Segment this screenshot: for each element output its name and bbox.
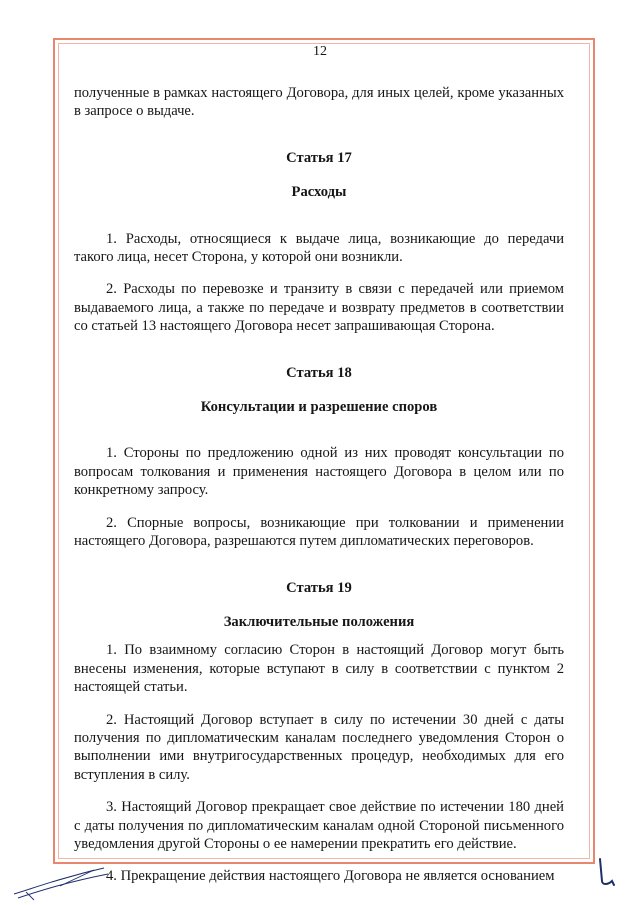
article-18-paragraph-1: 1. Стороны по предложению одной из них проводят консультации по вопросам толкования и применения настоящего Договора в целом или по конкретному запросу.	[74, 445, 564, 499]
article-17-paragraph-2: 2. Расходы по перевозке и транзиту в связи с передачей или приемом выдаваемого лица, а также по передаче и возврату предметов в соответствии со статьей 13 настоящего Договора несет запрашивающая Сторона.	[74, 281, 564, 335]
article-19-heading: Заключительные положения	[223, 613, 415, 630]
article-18-heading: Консультации и разрешение споров	[200, 399, 438, 416]
article-17-paragraph-1: 1. Расходы, относящиеся к выдаче лица, возникающие до передачи такого лица, несет Сторона, у которой они возникли.	[74, 230, 564, 266]
article-18-title: Статья 18	[286, 364, 352, 381]
article-17-heading: Расходы	[291, 184, 347, 201]
article-19-paragraph-3: 3. Настоящий Договор прекращает свое действие по истечении 180 дней с даты получения по дипломатическим каналам одной Стороной письменного уведомления другой Стороны о ее намерении прекратить его действие.	[74, 799, 564, 852]
article-19-title: Статья 19	[286, 579, 352, 596]
initials-mark-right	[592, 855, 622, 895]
lead-paragraph: полученные в рамках настоящего Договора, для иных целей, кроме указанных в запросе о выдаче.	[74, 85, 564, 120]
article-19-paragraph-4: 4. Прекращение действия настоящего Договора не является основанием	[106, 868, 555, 885]
article-19-paragraph-2: 2. Настоящий Договор вступает в силу по истечении 30 дней с даты получения по дипломатическим каналам последнего уведомления Сторон о выполнении ими внутригосударственных процедур, необходимых для его вступления в силу.	[74, 711, 564, 783]
signature-scribble-left	[12, 852, 112, 902]
document-body	[74, 84, 564, 886]
article-17-title: Статья 17	[286, 149, 352, 166]
page-number: 12	[313, 44, 327, 59]
article-19-paragraph-1: 1. По взаимному согласию Сторон в настоящий Договор могут быть внесены изменения, которые вступают в силу в соответствии с пунктом 2 настоящей статьи.	[74, 642, 564, 696]
article-18-paragraph-2: 2. Спорные вопросы, возникающие при толковании и применении настоящего Договора, разрешаются путем дипломатических переговоров.	[74, 514, 564, 550]
